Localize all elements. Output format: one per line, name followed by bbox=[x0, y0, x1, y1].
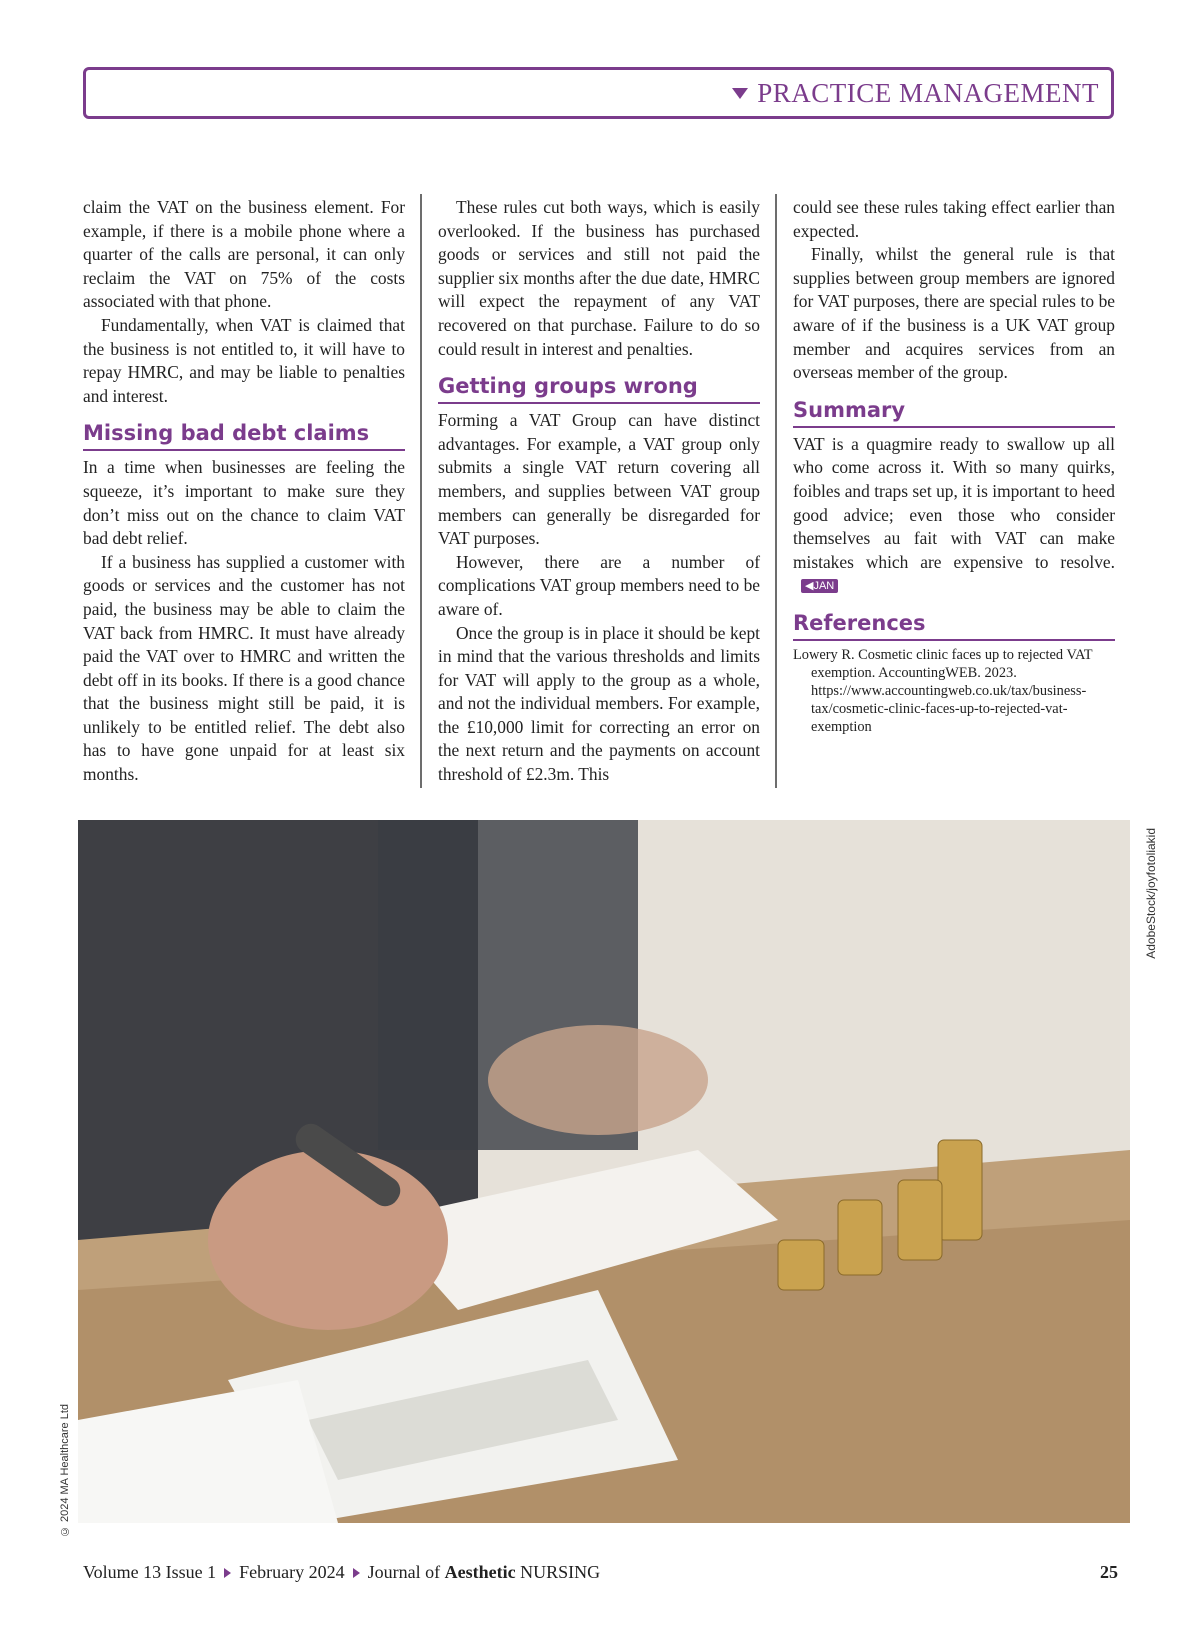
section-title: PRACTICE MANAGEMENT bbox=[757, 78, 1099, 108]
paragraph bbox=[793, 433, 1115, 598]
article-column-3 bbox=[793, 196, 1115, 736]
footer-journal-bold: Aesthetic bbox=[444, 1562, 516, 1582]
page-footer bbox=[83, 1562, 600, 1583]
article-column-2 bbox=[438, 196, 760, 787]
jan-end-badge: ◀JAN bbox=[801, 579, 838, 593]
heading-missing-bad-debt-claims: Missing bad debt claims bbox=[83, 418, 405, 451]
triangle-down-icon bbox=[732, 88, 748, 99]
footer-volume: Volume 13 Issue 1 bbox=[83, 1562, 217, 1582]
column-divider bbox=[775, 194, 777, 788]
triangle-right-icon bbox=[353, 1568, 360, 1578]
copyright-notice: © 2024 MA Healthcare Ltd bbox=[59, 1404, 71, 1538]
footer-journal-prefix: Journal of bbox=[367, 1562, 441, 1582]
paragraph: Once the group is in place it should be kept in mind that the various thresholds and limits for VAT will apply to the group as a whole, and not the individual members. For example, the £10,000 limit for correcting an error on the next return and the payments on account threshold of £2.3m. This bbox=[438, 622, 760, 785]
triangle-right-icon bbox=[224, 1568, 231, 1578]
paragraph: Fundamentally, when VAT is claimed that the business is not entitled to, it will have to repay HMRC, and may be liable to penalties and interest. bbox=[83, 314, 405, 406]
photo-credit: AdobeStock/joyfotoliakid bbox=[1144, 828, 1158, 959]
paragraph: claim the VAT on the business element. For example, if there is a mobile phone where a quarter of the calls are personal, it can only reclaim the VAT on 75% of the costs associated with that phone. bbox=[83, 197, 405, 312]
section-header bbox=[732, 78, 1099, 109]
footer-journal-suffix: NURSING bbox=[520, 1562, 601, 1582]
heading-references: References bbox=[793, 608, 1115, 641]
heading-getting-groups-wrong: Getting groups wrong bbox=[438, 371, 760, 404]
page-number: 25 bbox=[1100, 1562, 1118, 1582]
footer-date: February 2024 bbox=[239, 1562, 345, 1582]
summary-text: VAT is a quagmire ready to swallow up all who come across it. With so many quirks, foibles and traps set up, it is important to heed good advice; even those who consider themselves au fait with VAT can make mistakes which are expensive to resolve. bbox=[793, 433, 1115, 572]
calculator-photo bbox=[78, 820, 1130, 1523]
heading-summary: Summary bbox=[793, 395, 1115, 428]
paragraph: However, there are a number of complications VAT group members need to be aware of. bbox=[438, 551, 760, 619]
paragraph: In a time when businesses are feeling the squeeze, it’s important to make sure they don’t miss out on the chance to claim VAT bad debt relief. bbox=[83, 457, 405, 549]
paragraph: These rules cut both ways, which is easily overlooked. If the business has purchased goods or services and still not paid the supplier six months after the due date, HMRC will expect the repayment of any VAT recovered on that purchase. Failure to do so could result in interest and penalties. bbox=[438, 197, 760, 359]
photo-illustration bbox=[78, 820, 1130, 1523]
reference-item: Lowery R. Cosmetic clinic faces up to rejected VAT exemption. AccountingWEB. 2023. https://www.accountingweb.co.uk/tax/business-tax/cosmetic-clinic-faces-up-to-rejected-vat-exemption bbox=[793, 646, 1093, 735]
article-column-1 bbox=[83, 196, 405, 787]
column-divider bbox=[420, 194, 422, 788]
section-header-box bbox=[83, 67, 1114, 119]
paragraph: Finally, whilst the general rule is that supplies between group members are ignored for VAT purposes, there are special rules to be aware of if the business is a UK VAT group member and acquires services from an overseas member of the group. bbox=[793, 244, 1115, 383]
paragraph: If a business has supplied a customer with goods or services and the customer has not paid, the business may be able to claim the VAT back from HMRC. It must have already paid the VAT over to HMRC and written the debt off in its books. If there is a good chance that the business might still be paid, it is unlikely to be entitled relief. The debt also has to have gone unpaid for at least six months. bbox=[83, 551, 405, 785]
paragraph: Forming a VAT Group can have distinct advantages. For example, a VAT group only submits a single VAT return covering all members, and supplies between VAT group members can generally be disregarded for VAT purposes. bbox=[438, 410, 760, 549]
paragraph: could see these rules taking effect earlier than expected. bbox=[793, 197, 1115, 241]
